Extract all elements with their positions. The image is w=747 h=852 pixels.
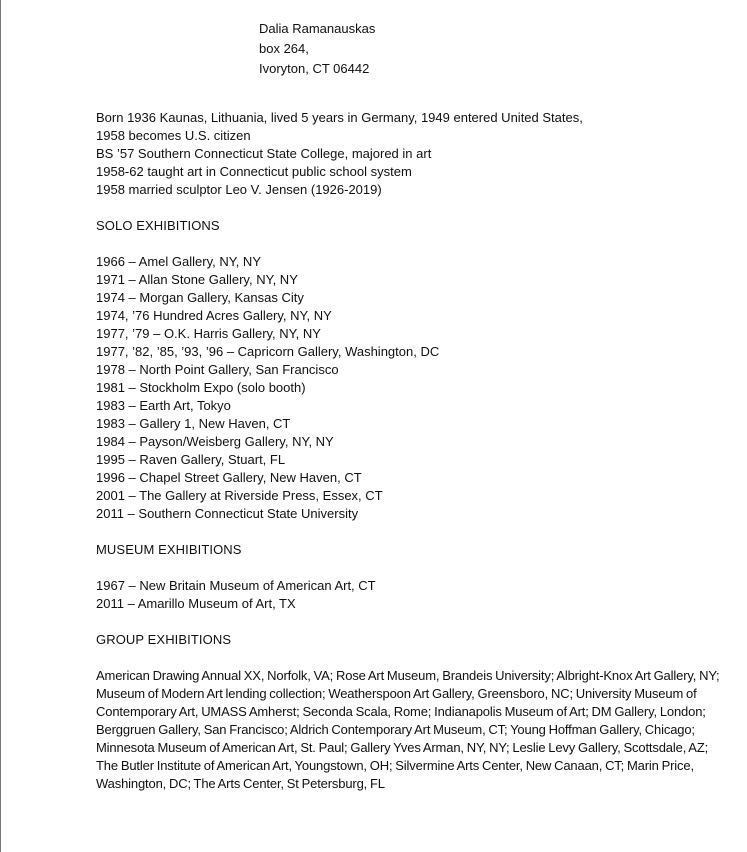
address-line-1: box 264, [259,41,309,56]
exhibition-item: 1981 – Stockholm Expo (solo booth) [96,380,306,395]
solo-exhibitions-heading: SOLO EXHIBITIONS [96,218,220,233]
artist-name: Dalia Ramanauskas [259,21,376,36]
group-exhibitions-section [96,631,726,793]
exhibition-item: 2001 – The Gallery at Riverside Press, Essex, CT [96,488,383,503]
solo-exhibitions-section [96,217,726,523]
exhibition-item: 2011 – Amarillo Museum of Art, TX [96,596,296,611]
exhibition-item: 1971 – Allan Stone Gallery, NY, NY [96,272,298,287]
museum-exhibitions-heading: MUSEUM EXHIBITIONS [96,542,242,557]
exhibition-item: 1967 – New Britain Museum of American Art, CT [96,578,376,593]
bio-section [96,109,726,199]
exhibition-item: 1983 – Gallery 1, New Haven, CT [96,416,291,431]
group-exhibitions-list: American Drawing Annual XX, Norfolk, VA; Rose Art Museum, Brandeis University; Albright-Knox Art Gallery, NY; Museum of Modern Art lending collection; Weatherspoon Art Gallery, Greensboro, NC; University Museum of Contemporary Art, UMASS Amherst; Seconda Scala, Rome; Indianapolis Museum of Art; DM Gallery, London; Berggruen Gallery, San Francisco; Aldrich Contemporary Art Museum, CT; Young Hoffman Gallery, Chicago; Minnesota Museum of American Art, St. Paul; Gallery Yves Arman, NY, NY; Leslie Levy Gallery, Scottsdale, AZ; The Butler Institute of American Art, Youngstown, OH; Silvermine Arts Center, New Canaan, CT; Marin Price, Washington, DC; The Arts Center, St Petersburg, FL [96,668,720,791]
exhibition-item: 1995 – Raven Gallery, Stuart, FL [96,452,286,467]
bio-line: 1958 becomes U.S. citizen [96,128,251,143]
exhibition-item: 1978 – North Point Gallery, San Francisco [96,362,339,377]
exhibition-item: 1983 – Earth Art, Tokyo [96,398,231,413]
exhibition-item: 1977, ’82, ’85, ’93, ’96 – Capricorn Gallery, Washington, DC [96,344,440,359]
page-edge-divider [0,0,1,852]
exhibition-item: 1996 – Chapel Street Gallery, New Haven, CT [96,470,362,485]
group-exhibitions-heading: GROUP EXHIBITIONS [96,632,232,647]
exhibition-item: 1984 – Payson/Weisberg Gallery, NY, NY [96,434,334,449]
address-line-2: Ivoryton, CT 06442 [259,61,370,76]
bio-line: 1958 married sculptor Leo V. Jensen (1926-2019) [96,182,382,197]
resume-body [96,109,726,793]
bio-line: Born 1936 Kaunas, Lithuania, lived 5 years in Germany, 1949 entered United States, [96,110,583,125]
exhibition-item: 1974 – Morgan Gallery, Kansas City [96,290,304,305]
address-block [259,19,375,79]
bio-line: BS ’57 Southern Connecticut State College, majored in art [96,146,432,161]
bio-line: 1958-62 taught art in Connecticut public school system [96,164,412,179]
exhibition-item: 2011 – Southern Connecticut State University [96,506,359,521]
exhibition-item: 1966 – Amel Gallery, NY, NY [96,254,261,269]
museum-exhibitions-section [96,541,726,613]
exhibition-item: 1974, ’76 Hundred Acres Gallery, NY, NY [96,308,332,323]
exhibition-item: 1977, ’79 – O.K. Harris Gallery, NY, NY [96,326,321,341]
